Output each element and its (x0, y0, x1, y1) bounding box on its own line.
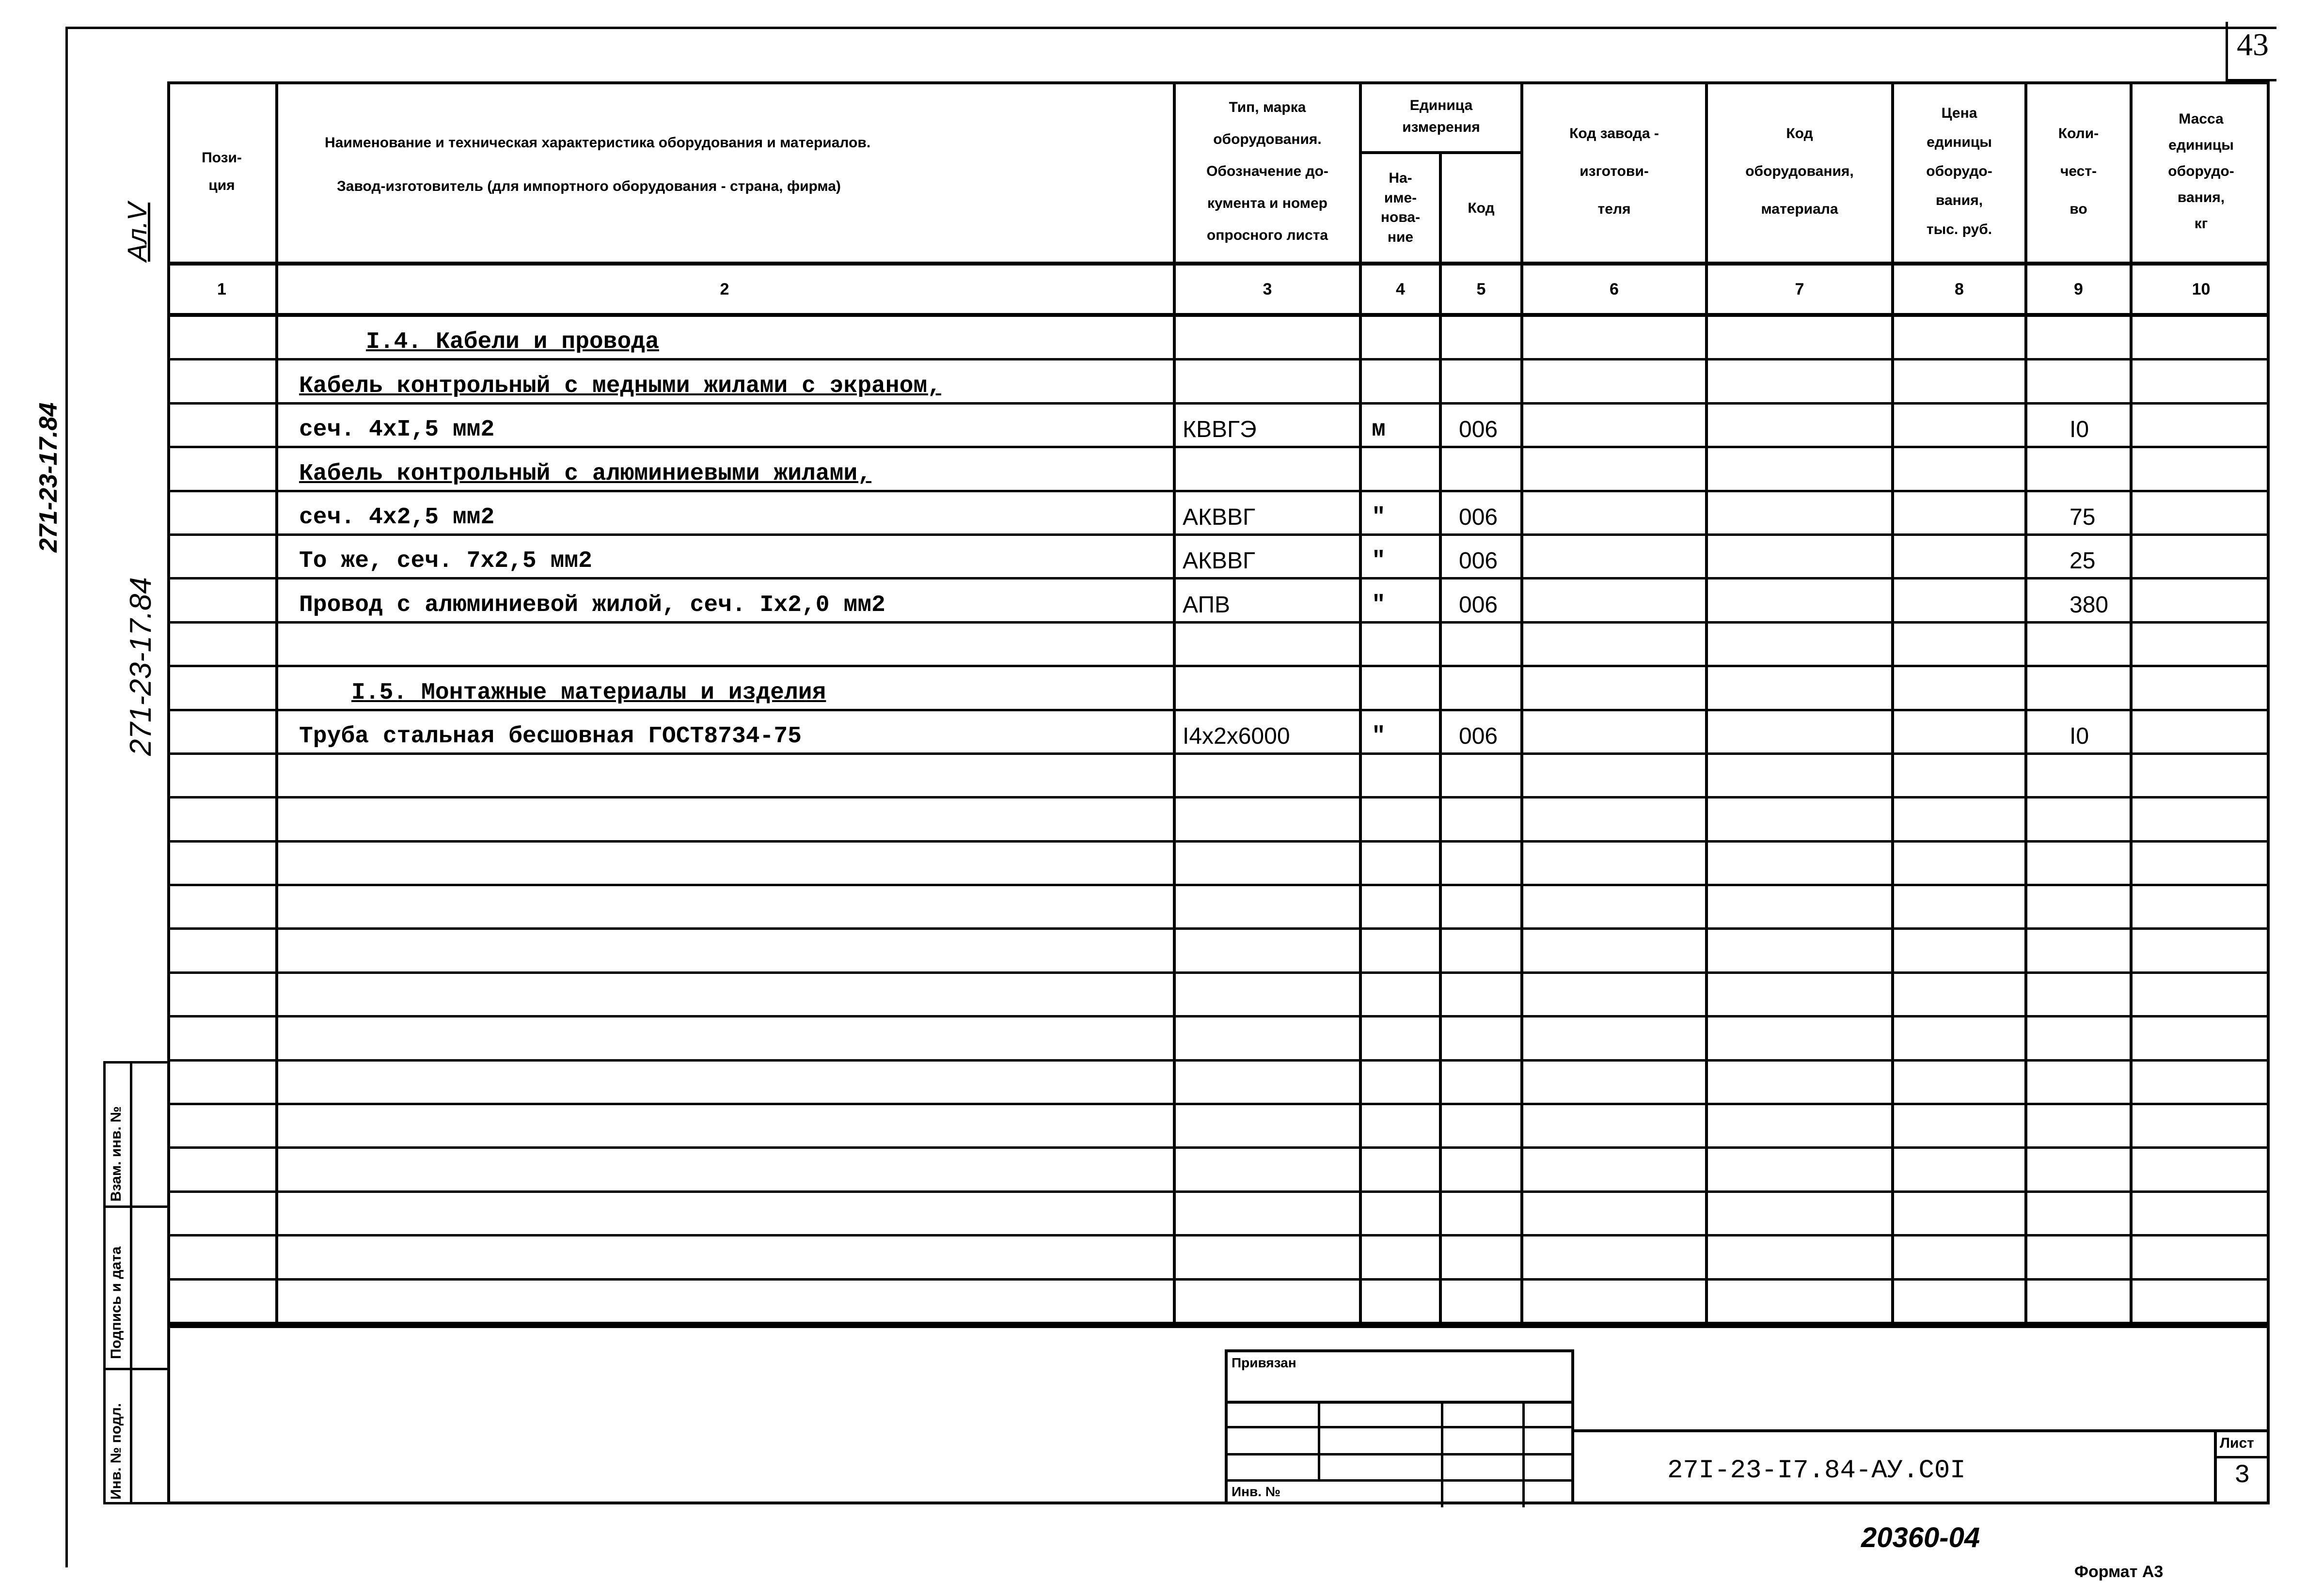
col-number-2: 2 (720, 280, 729, 298)
title-block-line (1574, 1429, 2270, 1432)
header-price: Цена единицы оборудо- вания, тыс. руб. (1926, 105, 1992, 237)
quantity-cell: I0 (2070, 417, 2089, 443)
type-cell: АПВ (1183, 592, 1230, 618)
table-row (167, 448, 2270, 492)
item-name: Труба стальная бесшовная ГОСТ8734-75 (299, 723, 802, 750)
sheet-cell-line (2214, 1429, 2217, 1504)
col-number-1: 1 (217, 280, 226, 298)
col-number-10: 10 (2192, 280, 2211, 298)
table-row (167, 492, 2270, 536)
item-name: сеч. 4x2,5 мм2 (299, 504, 495, 531)
sheet-cell-divider (2214, 1456, 2270, 1458)
quantity-cell: 380 (2070, 592, 2109, 618)
quantity-cell: 25 (2070, 548, 2096, 574)
archive-code-2: 271-23-17.84 (124, 577, 158, 756)
table-row (167, 1193, 2270, 1236)
table-row (167, 755, 2270, 798)
item-name: Кабель контрольный с алюминиевыми жилами, (299, 460, 871, 487)
table-row (167, 667, 2270, 711)
header-name-line2: Завод-изготовитель (для импортного оборудования - страна, фирма) (337, 178, 841, 194)
table-row (167, 360, 2270, 404)
item-name: сеч. 4xI,5 мм2 (299, 417, 495, 443)
body-bottom-line (167, 1324, 2270, 1328)
col-number-4: 4 (1396, 280, 1405, 298)
type-cell: КВВГЭ (1183, 417, 1257, 443)
unit-code-cell: 006 (1459, 592, 1498, 618)
table-row (167, 1236, 2270, 1280)
col-number-8: 8 (1955, 280, 1964, 298)
stamp-signature-date: Подпись и дата (108, 1246, 124, 1359)
header-equipment-code: Код оборудования, материала (1745, 125, 1854, 217)
unit-cell: " (1372, 548, 1386, 575)
type-cell: АКВВГ (1183, 548, 1255, 574)
header-name-line1: Наименование и техническая характеристика оборудования и материалов. (325, 135, 871, 151)
table-row (167, 317, 2270, 360)
header-name (276, 81, 1173, 262)
col-number-3: 3 (1263, 280, 1272, 298)
title-block-bound (1225, 1349, 1574, 1504)
frame-top-line (66, 27, 2276, 29)
type-cell: I4x2x6000 (1183, 723, 1290, 749)
section-title: I.4. Кабели и провода (366, 329, 659, 356)
col-number-5: 5 (1476, 280, 1486, 298)
numbers-bottom-line (167, 313, 2270, 317)
item-name: Провод с алюминиевой жилой, сеч. Ix2,0 мм2 (299, 592, 885, 618)
unit-cell: " (1372, 723, 1386, 750)
table-row (167, 1017, 2270, 1061)
header-mass: Масса единицы оборудо- вания, кг (2168, 111, 2234, 232)
stamp-replace-inv: Взам. инв. № (108, 1106, 124, 1202)
header-maker-code: Код завода - изготови- теля (1569, 125, 1659, 217)
stamp-inv-original: Инв. № подл. (108, 1403, 124, 1500)
table-row (167, 843, 2270, 886)
table-row (167, 579, 2270, 623)
table-row (167, 711, 2270, 755)
handwritten-number: 20360-04 (1861, 1522, 1980, 1553)
table-row (167, 1062, 2270, 1105)
unit-code-cell: 006 (1459, 548, 1498, 574)
table-row (167, 930, 2270, 973)
document-code: 27I-23-I7.84-АУ.С0I (1667, 1456, 1966, 1486)
item-name: То же, сеч. 7x2,5 мм2 (299, 548, 592, 575)
col-number-7: 7 (1795, 280, 1804, 298)
sheet-corner-box (2226, 22, 2276, 81)
unit-cell: м (1372, 417, 1386, 443)
side-stamp (103, 1061, 170, 1504)
header-type: Тип, марка оборудования. Обозначение до- кумента и номер опросного листа (1206, 99, 1328, 243)
table-row (167, 405, 2270, 448)
unit-cell: " (1372, 592, 1386, 618)
quantity-cell: 75 (2070, 504, 2096, 530)
type-cell: АКВВГ (1183, 504, 1255, 530)
table-row (167, 798, 2270, 842)
header-quantity: Коли- чест- во (2058, 125, 2099, 217)
header-position: Пози- ция (202, 150, 242, 193)
header-unit-group: Единица измерения (1402, 97, 1480, 135)
table-row (167, 1281, 2270, 1324)
unit-code-cell: 006 (1459, 417, 1498, 443)
col-number-6: 6 (1610, 280, 1619, 298)
col-number-9: 9 (2074, 280, 2083, 298)
table-row (167, 1105, 2270, 1149)
table-row (167, 624, 2270, 667)
table-row (167, 1149, 2270, 1192)
header-unit-code: Код (1468, 200, 1495, 216)
header-unit-name: На- име- нова- ние (1380, 170, 1421, 245)
section-title: I.5. Монтажные материалы и изделия (351, 679, 826, 706)
archive-code-1: 271-23-17.84 (34, 402, 63, 552)
format-label: Формат А3 (2074, 1563, 2164, 1581)
frame-left-line (65, 27, 68, 1567)
sheet-label: Лист (2220, 1435, 2254, 1451)
table-row (167, 886, 2270, 930)
unit-code-cell: 006 (1459, 723, 1498, 749)
table-row (167, 974, 2270, 1017)
album-mark: Ал.V (122, 203, 152, 262)
header-bottom-line (167, 262, 2270, 266)
item-name: Кабель контрольный с медными жилами с экраном, (299, 373, 942, 399)
sheet-corner-number: 43 (2237, 27, 2269, 63)
quantity-cell: I0 (2070, 723, 2089, 749)
unit-cell: " (1372, 504, 1386, 531)
sheet-number: 3 (2234, 1461, 2250, 1490)
unit-code-cell: 006 (1459, 504, 1498, 530)
inv-no-label: Инв. № (1232, 1484, 1281, 1499)
table-row (167, 536, 2270, 579)
bound-label: Привязан (1232, 1355, 1296, 1370)
